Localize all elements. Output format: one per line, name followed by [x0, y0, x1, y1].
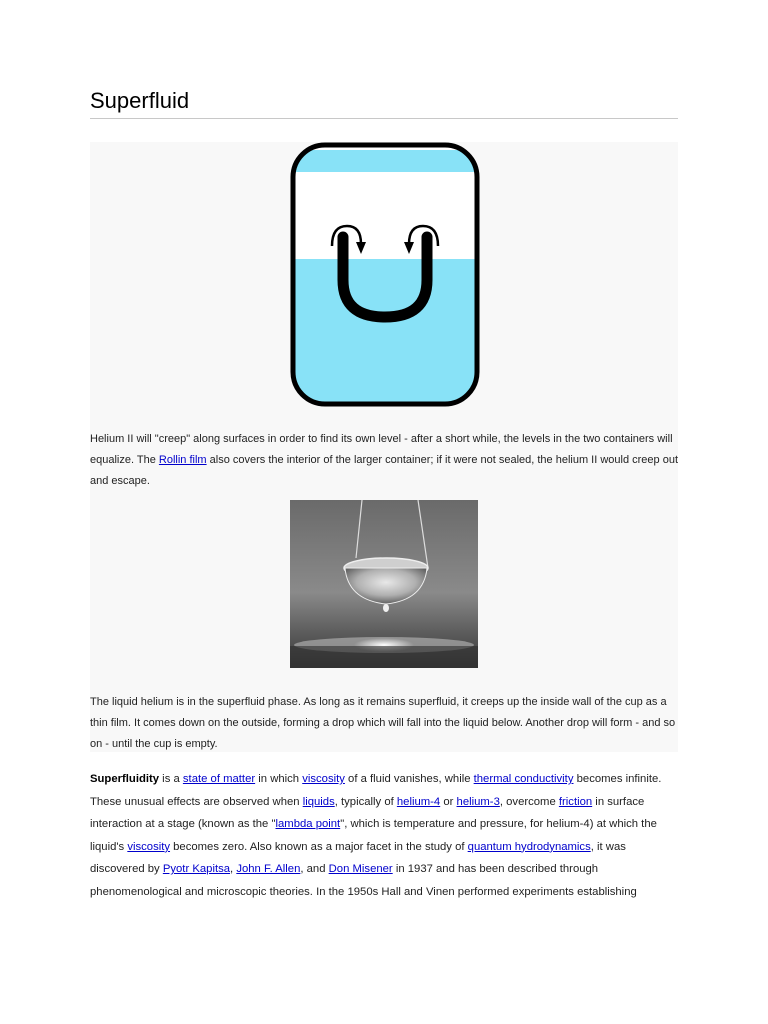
figure2-caption: The liquid helium is in the superfluid phase. As long as it remains superfluid, it creeps up the inside wall of the cup as a thin film. It comes down on the outside, forming a drop which will fall into the liquid below. Another drop will form - and so on - until the cup is empty. — [90, 696, 676, 750]
figure1-caption: Helium II will "creep" along surfaces in order to find its own level - after a short while, the levels in the two containers will equalize. The Rollin film also covers the interior of the larger container; if it were not sealed, the helium II would creep out and escape. — [90, 433, 679, 487]
link-helium-4[interactable]: helium-4 — [396, 795, 441, 808]
outer-liquid — [290, 259, 480, 407]
figure-box — [90, 142, 678, 752]
link-don-misener[interactable]: Don Misener — [328, 863, 393, 876]
link-friction[interactable]: friction — [558, 795, 593, 808]
link-viscosity[interactable]: viscosity — [302, 773, 345, 785]
superfluid-cup-photo — [290, 500, 478, 668]
link-rollin-film[interactable]: Rollin film — [158, 454, 207, 466]
link-viscosity-2[interactable]: viscosity — [127, 840, 171, 853]
creeping-helium-diagram — [290, 142, 480, 407]
link-lambda-point[interactable]: lambda point — [275, 818, 341, 831]
link-quantum-hydrodynamics[interactable]: quantum hydrodynamics — [467, 840, 591, 853]
container-top-film — [290, 150, 480, 172]
page-title: Superfluid — [90, 88, 190, 113]
title-divider — [90, 118, 678, 119]
link-pyotr-kapitsa[interactable]: Pyotr Kapitsa — [162, 863, 231, 876]
bold-term: Superfluidity — [90, 773, 160, 785]
link-thermal-conductivity[interactable]: thermal conductivity — [473, 773, 574, 785]
intro-paragraph: Superfluidity is a state of matter in which viscosity of a fluid vanishes, while thermal conductivity becomes infinite. These unusual effects are observed when liquids, typically of helium-4 or helium-3, overcome friction in surface interaction at a stage (known as the "lambda point", which is temperature and pressure, for helium-4) at which the liquid's viscosity becomes zero. Also known as a major facet in the study of quantum hydrodynamics, it was discovered by Pyotr Kapitsa, John F. Allen, and Don Misener in 1937 and has been described through phenomenological and microscopic theories. In the 1950s Hall and Vinen performed experiments establishing — [90, 773, 662, 898]
inner-cup-liquid — [349, 282, 421, 290]
link-liquids[interactable]: liquids — [302, 795, 335, 808]
link-john-f-allen[interactable]: John F. Allen — [236, 863, 301, 876]
link-state-of-matter[interactable]: state of matter — [182, 773, 256, 785]
link-helium-3[interactable]: helium-3 — [456, 795, 500, 808]
